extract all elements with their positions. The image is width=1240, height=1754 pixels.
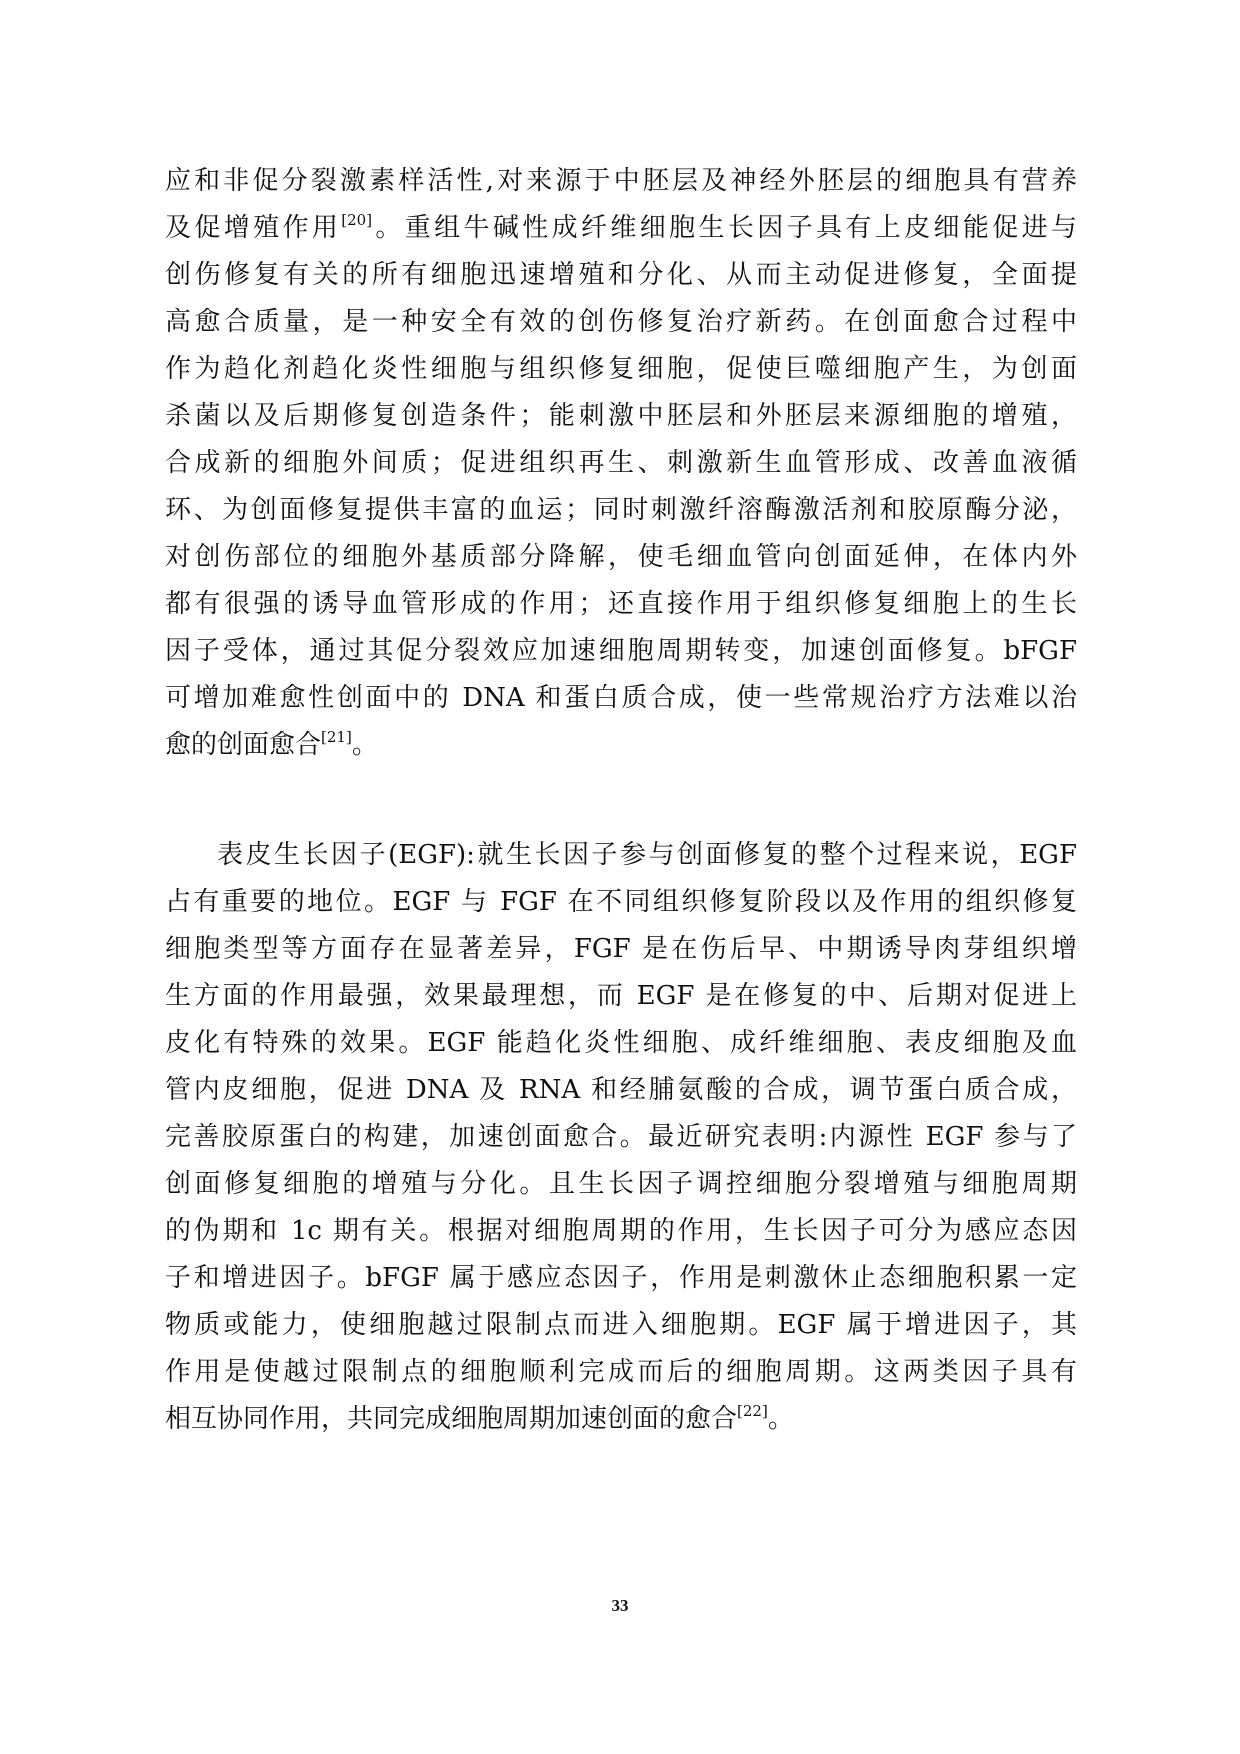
text-line: 环、为创面修复提供丰富的血运；同时刺激纤溶酶激活剂和胶原酶分泌， (165, 495, 1077, 525)
text-span: 及促增殖作用 (165, 213, 342, 243)
paragraph-1 (165, 158, 1077, 769)
text-span: 。 (767, 1404, 794, 1434)
text-line: 都有很强的诱导血管形成的作用；还直接作用于组织修复细胞上的生长 (165, 589, 1077, 619)
citation-marker: [21] (321, 728, 352, 746)
text-line (165, 1396, 1077, 1443)
text-span: 愈的创面愈合 (165, 730, 322, 760)
text-line: 子和增进因子。bFGF 属于感应态因子，作用是刺激休止态细胞积累一定 (165, 1263, 1077, 1293)
text-line: 高愈合质量，是一种安全有效的创伤修复治疗新药。在创面愈合过程中 (165, 307, 1077, 337)
text-line: 作为趋化剂趋化炎性细胞与组织修复细胞，促使巨噬细胞产生，为创面 (165, 354, 1077, 384)
citation-marker: [22] (737, 1402, 768, 1420)
text-line: 创面修复细胞的增殖与分化。且生长因子调控细胞分裂增殖与细胞周期 (165, 1169, 1077, 1199)
text-line: 物质或能力，使细胞越过限制点而进入细胞期。EGF 属于增进因子，其 (165, 1310, 1077, 1340)
text-line: 对创伤部位的细胞外基质部分降解，使毛细血管向创面延伸，在体内外 (165, 542, 1077, 572)
text-line: 皮化有特殊的效果。EGF 能趋化炎性细胞、成纤维细胞、表皮细胞及血 (165, 1028, 1077, 1058)
text-line (165, 722, 1077, 769)
text-line: 的伪期和 1c 期有关。根据对细胞周期的作用，生长因子可分为感应态因 (165, 1216, 1077, 1246)
text-line: 杀菌以及后期修复创造条件；能刺激中胚层和外胚层来源细胞的增殖， (165, 401, 1077, 431)
page-number: 33 (611, 1596, 629, 1615)
text-span: 。 (351, 730, 378, 760)
text-line: 管内皮细胞，促进 DNA 及 RNA 和经脯氨酸的合成，调节蛋白质合成， (165, 1075, 1077, 1105)
text-line: 可增加难愈性创面中的 DNA 和蛋白质合成，使一些常规治疗方法难以治 (165, 683, 1077, 713)
text-line: 因子受体，通过其促分裂效应加速细胞周期转变，加速创面修复。bFGF (165, 636, 1077, 666)
text-line (165, 205, 1077, 252)
citation-marker: [20] (341, 211, 373, 229)
text-span: 相互协同作用，共同完成细胞周期加速创面的愈合 (165, 1404, 738, 1434)
text-line: 细胞类型等方面存在显著差异，FGF 是在伤后早、中期诱导肉芽组织增 (165, 934, 1077, 964)
text-line: 应和非促分裂激素样活性,对来源于中胚层及神经外胚层的细胞具有营养 (165, 166, 1077, 196)
text-line: 合成新的细胞外间质；促进组织再生、刺激新生血管形成、改善血液循 (165, 448, 1077, 478)
text-line: 完善胶原蛋白的构建，加速创面愈合。最近研究表明:内源性 EGF 参与了 (165, 1122, 1077, 1152)
text-line: 占有重要的地位。EGF 与 FGF 在不同组织修复阶段以及作用的组织修复 (165, 887, 1077, 917)
text-line: 表皮生长因子(EGF):就生长因子参与创面修复的整个过程来说，EGF (217, 840, 1077, 870)
paragraph-2 (165, 832, 1077, 1443)
text-line: 作用是使越过限制点的细胞顺利完成而后的细胞周期。这两类因子具有 (165, 1357, 1077, 1387)
text-line: 创伤修复有关的所有细胞迅速增殖和分化、从而主动促进修复，全面提 (165, 260, 1077, 290)
text-span: 。重组牛碱性成纤维细胞生长因子具有上皮细能促进与 (372, 213, 1077, 243)
text-line: 生方面的作用最强，效果最理想，而 EGF 是在修复的中、后期对促进上 (165, 981, 1077, 1011)
